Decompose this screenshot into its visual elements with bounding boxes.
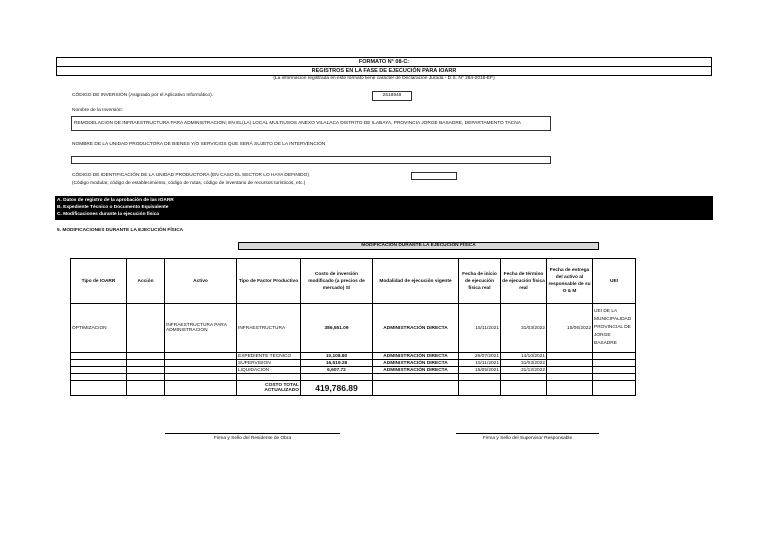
total-cost-value: 419,786.89 [301,381,373,396]
cell-uei[interactable] [593,367,636,374]
cell-activo[interactable]: INFRAESTRUCTURA PARA ADMINISTRACION [165,304,237,353]
form-title: FORMATO N° 08-C: [358,59,410,65]
header-activo: Activo [165,259,237,304]
modification-header: MODIFICACIÓN DURANTE LA EJECUCIÓN FÍSICA [238,242,599,250]
form-subtitle-heading: REGISTROS EN LA FASE DE EJECUCIÓN PARA IOARR [57,66,711,75]
section-b-link[interactable]: B. Expediente Técnico o Documento Equivalente [57,205,169,210]
section-c-link[interactable]: C. Modificaciones durante la ejecución física [57,212,160,217]
cell-activo[interactable] [165,360,237,367]
cell-fecha-entrega[interactable]: 15/06/2022 [547,304,593,353]
cell-accion[interactable] [127,374,165,381]
modifications-table [70,258,636,396]
cell-modalidad[interactable]: ADMINISTRACIÓN DIRECTA [373,360,459,367]
cell-factor[interactable]: EXPEDIENTE TECNICO [237,353,301,360]
cell-modalidad[interactable]: ADMINISTRACIÓN DIRECTA [373,304,459,353]
cell-uei[interactable]: UEI DE LA MUNICIPALIDAD PROVINCIAL DE JORGE BASADRE [593,304,636,353]
total-spacer [459,381,501,396]
unit-id-sublabel: (Código modular, código de establecimiento, código de rutas, código de inventario de recursos turísticos, etc.) [72,181,306,186]
cell-fecha-inicio[interactable]: 26/07/2021 [459,353,501,360]
header-fecha-inicio: Fecha de inicio de ejecución física real [459,259,501,304]
investment-name-label: Nombre de la Inversión: [72,108,123,113]
cell-costo[interactable]: 386,551.09 [301,304,373,353]
cell-fecha-entrega[interactable] [547,374,593,381]
form-declaration-note: (La información registrada en este formato tiene carácter de Declaración Jurada - D.S. N° 284-2018-EF) [273,76,495,81]
investment-code-field[interactable]: 2518948 [372,91,412,101]
cell-fecha-termino[interactable]: 31/12/2022 [501,367,547,374]
table-row [71,304,636,353]
cell-activo[interactable] [165,353,237,360]
total-spacer [165,381,237,396]
cell-activo[interactable] [165,367,237,374]
cell-activo[interactable] [165,374,237,381]
cell-modalidad[interactable]: ADMINISTRACIÓN DIRECTA [373,367,459,374]
total-spacer [593,381,636,396]
table-header-row [71,259,636,304]
cell-fecha-termino[interactable]: 14/10/2021 [501,353,547,360]
cell-accion[interactable] [127,360,165,367]
form-title-box [56,57,712,76]
cell-accion[interactable] [127,353,165,360]
cell-uei[interactable] [593,360,636,367]
cell-factor[interactable]: SUPERVISION [237,360,301,367]
header-modalidad: Modalidad de ejecución vigente [373,259,459,304]
cell-fecha-entrega[interactable] [547,367,593,374]
cell-factor[interactable] [237,374,301,381]
cell-accion[interactable] [127,304,165,353]
section-a-link[interactable]: A. Datos de registro de la aprobación de las IOARR [57,198,174,203]
cell-tipo[interactable] [71,360,127,367]
cell-fecha-entrega[interactable] [547,360,593,367]
cell-uei[interactable] [593,353,636,360]
header-fecha-termino: Fecha de término de ejecución física real [501,259,547,304]
cell-fecha-termino[interactable]: 31/03/2022 [501,360,547,367]
cell-fecha-termino[interactable] [501,374,547,381]
cell-costo[interactable]: 16,519.28 [301,360,373,367]
unit-id-field[interactable] [411,172,457,180]
header-accion: Acción [127,259,165,304]
productive-unit-field[interactable] [71,156,551,164]
table-row [71,367,636,374]
cell-factor[interactable]: INFRAESTRUCTURA [237,304,301,353]
total-row [71,381,636,396]
cell-tipo[interactable] [71,353,127,360]
cell-accion[interactable] [127,367,165,374]
header-uei: UEI [593,259,636,304]
header-factor: Tipo de Factor Productivo [237,259,301,304]
cell-uei[interactable] [593,374,636,381]
signature-label-left: Firma y Sello del Residente de Obra [213,436,292,441]
total-spacer [127,381,165,396]
header-fecha-entrega: Fecha de entrega del activo al responsable de su O & M [547,259,593,304]
signature-line-left [165,433,340,434]
table-row [71,353,636,360]
cell-fecha-inicio[interactable]: 15/11/2021 [459,304,501,353]
cell-tipo[interactable] [71,367,127,374]
cell-costo[interactable]: 10,108.80 [301,353,373,360]
cell-tipo[interactable] [71,374,127,381]
total-spacer [71,381,127,396]
total-spacer [547,381,593,396]
total-spacer [501,381,547,396]
cell-tipo[interactable]: OPTIMIZACION [71,304,127,353]
cell-costo[interactable]: 6,607.72 [301,367,373,374]
signature-line-right [456,433,599,434]
section-5-heading: 5. MODIFICACIONES DURANTE LA EJECUCIÓN FÍSICA [57,228,184,233]
section-navigation-bar [55,196,713,220]
productive-unit-label: NOMBRE DE LA UNIDAD PRODUCTORA DE BIENES Y/O SERVICIOS QUE SERÁ SUJETO DE LA INTERVENCIÓN [72,142,326,147]
cell-fecha-inicio[interactable]: 15/11/2021 [459,360,501,367]
cell-modalidad[interactable]: ADMINISTRACIÓN DIRECTA [373,353,459,360]
cell-factor[interactable]: LIQUIDACION [237,367,301,374]
cell-costo[interactable] [301,374,373,381]
cell-fecha-inicio[interactable]: 15/05/2021 [459,367,501,374]
cell-fecha-termino[interactable]: 31/03/2022 [501,304,547,353]
table-row [71,374,636,381]
cell-modalidad[interactable] [373,374,459,381]
table-row [71,360,636,367]
header-costo: Costo de inversión modificado (a precios de mercado) S/ [301,259,373,304]
total-spacer [373,381,459,396]
header-tipo-ioarr: Tipo de IOARR [71,259,127,304]
cell-fecha-inicio[interactable] [459,374,501,381]
unit-id-label: CÓDIGO DE IDENTIFICACIÓN DE LA UNIDAD PRODUCTORA (EN CASO EL SECTOR LO HAYA DEFINIDO) [72,173,309,178]
investment-name-field[interactable]: REMODELACION DE INFRAESTRUCTURA PARA ADMINISTRACION; EN EL(LA) LOCAL MULTIUSOS ANEXO VILALACA DISTRITO DE ILABAYA, PROVINCIA JORGE BASADRE, DEPARTAMENTO TACNA [71,116,551,131]
total-cost-label: COSTO TOTAL ACTUALIZADO [237,381,301,396]
investment-code-label: CÓDIGO DE INVERSIÓN (Asignado por el Aplicativo Informático). [72,93,214,98]
signature-label-right: Firma y Sello del Supervisor Responsable [482,436,573,441]
cell-fecha-entrega[interactable] [547,353,593,360]
